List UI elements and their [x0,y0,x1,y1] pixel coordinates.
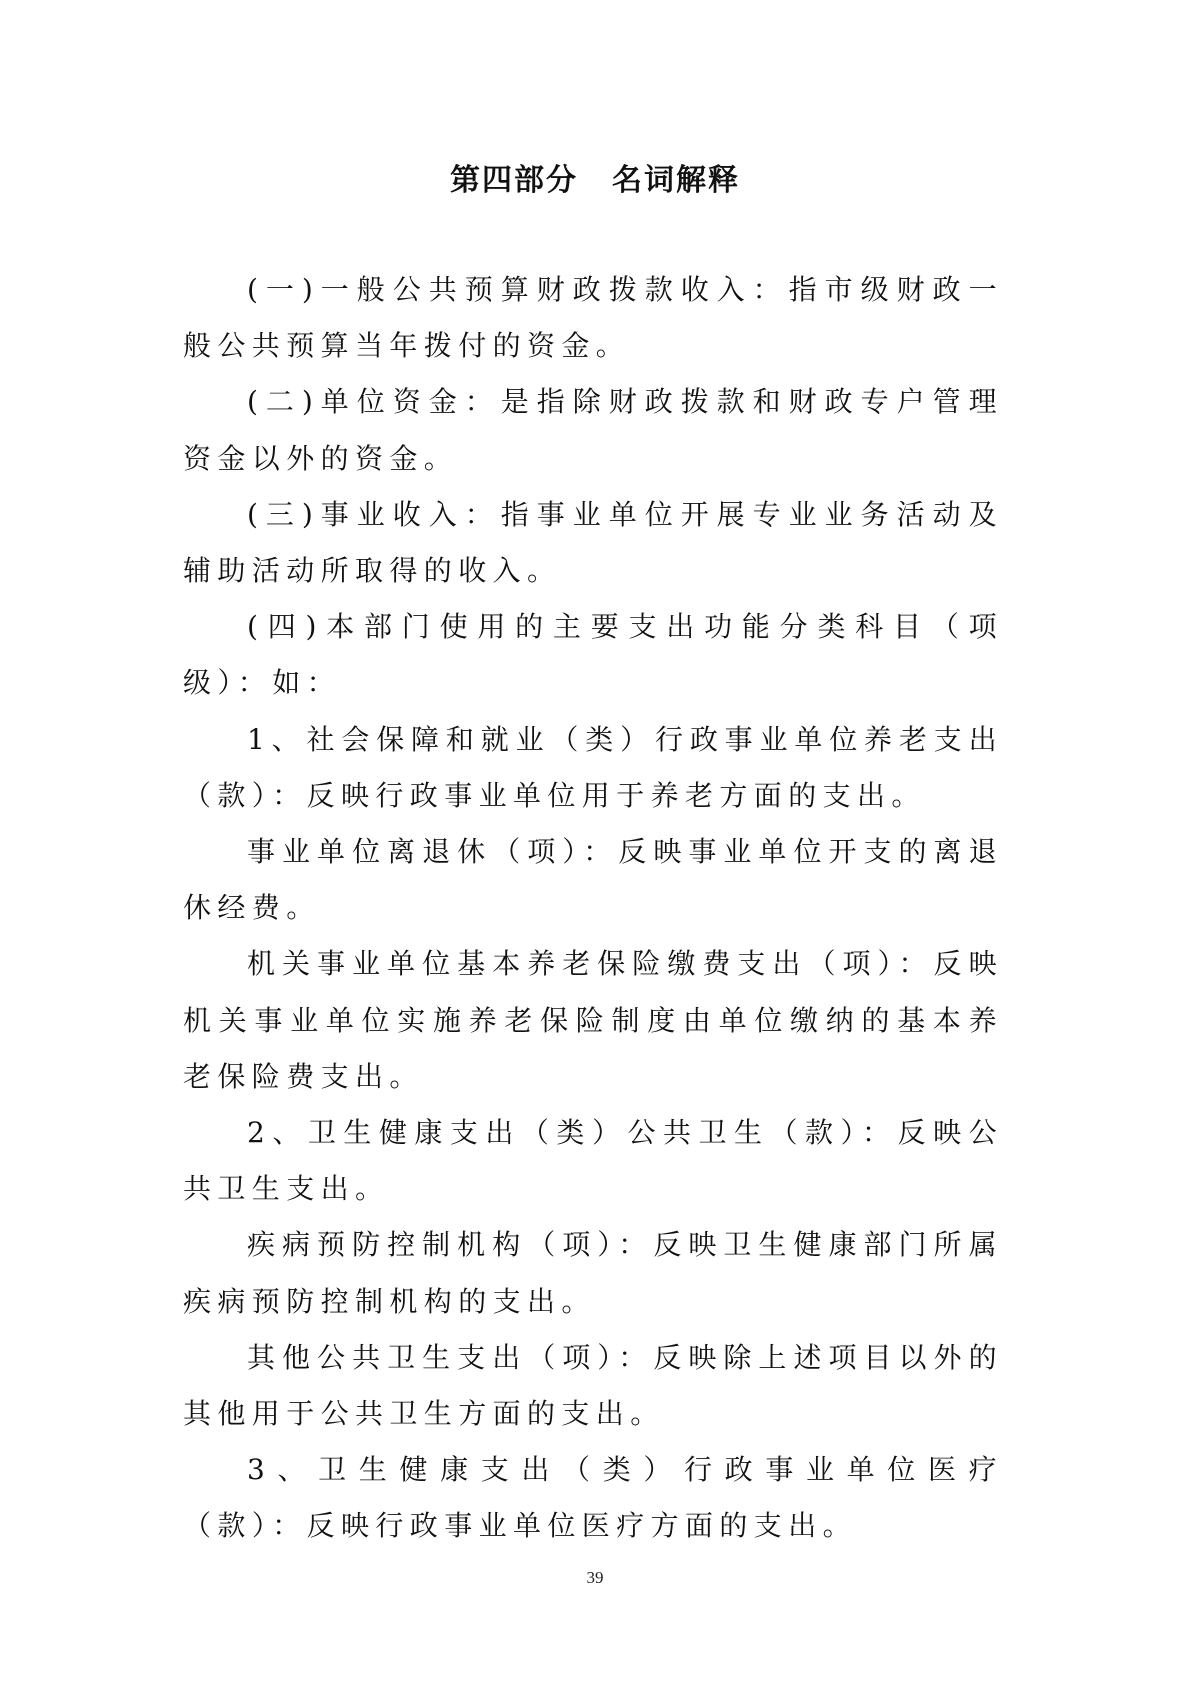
paragraph-general-budget: (一)一般公共预算财政拨款收入：指市级财政一般公共预算当年拨付的资金。 [183,273,1003,363]
section-title [0,155,1190,199]
title-part: 第四部分 [450,163,578,198]
title-name: 名词解释 [612,163,740,198]
paragraph-other-public-health: 其他公共卫生支出（项）：反映除上述项目以外的其他用于公共卫生方面的支出。 [183,1340,1003,1431]
page-number: 39 [586,1568,604,1587]
paragraph-business-income: (三)事业收入：指事业单位开展专业业务活动及辅助活动所取得的收入。 [183,497,1003,588]
paragraph-medical: 3、卫生健康支出（类）行政事业单位医疗（款）：反映行政事业单位医疗方面的支出。 [183,1453,1003,1543]
paragraph-expenditure-categories: (四)本部门使用的主要支出功能分类科目（项级）：如： [183,610,1003,700]
paragraph-public-health: 2、卫生健康支出（类）公共卫生（款）：反映公共卫生支出。 [183,1116,1003,1206]
paragraph-pension-insurance: 机关事业单位基本养老保险缴费支出（项）：反映机关事业单位实施养老保险制度由单位缴纳的基本养老保险费支出。 [183,947,1003,1093]
paragraph-social-security: 1、社会保障和就业（类）行政事业单位养老支出（款）：反映行政事业单位用于养老方面的支出。 [183,722,1003,812]
paragraph-retirement: 事业单位离退休（项）：反映事业单位开支的离退休经费。 [183,835,1003,925]
paragraph-unit-funds: (二)单位资金：是指除财政拨款和财政专户管理资金以外的资金。 [183,385,1003,475]
paragraph-disease-control: 疾病预防控制机构（项）：反映卫生健康部门所属疾病预防控制机构的支出。 [183,1228,1003,1318]
document-body [183,262,1003,1555]
